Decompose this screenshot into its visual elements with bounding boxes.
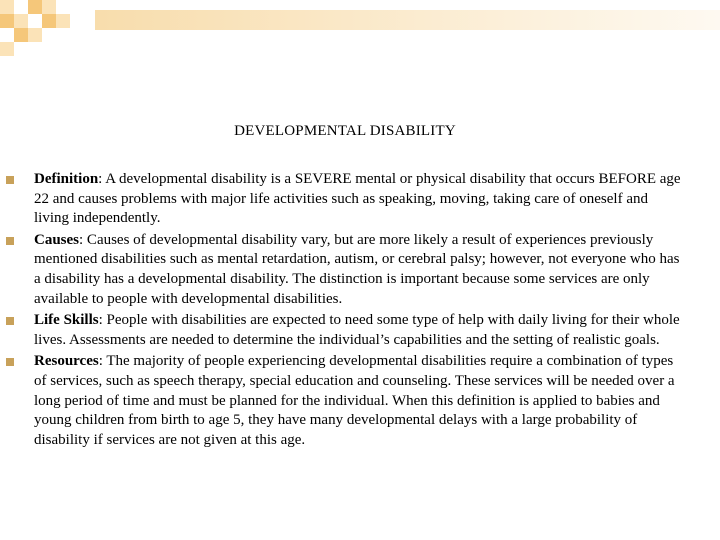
corner-squares-decoration <box>0 0 720 60</box>
bullet-term: Definition <box>34 171 99 187</box>
bullet-term: Resources <box>34 353 99 370</box>
bullet-text: : A developmental disability is a SEVERE mental or physical disability that occurs BEFORE age 22 and causes problems with major life activities such as speaking, moving, taking care of oneself and living independently. <box>34 171 681 227</box>
square-bullet-icon <box>6 176 14 184</box>
bullet-term: Causes <box>34 231 80 248</box>
bullet-text: : People with disabilities are expected to need some type of help with daily living for their whole lives. Assessments are needed to determine the individual’s capabilities and the setting of realistic goals. <box>34 312 680 348</box>
square-bullet-icon <box>6 317 14 325</box>
bullet-text: : Causes of developmental disability vary, but are more likely a result of experiences previously mentioned disabilities such as mental retardation, autism, or cerebral palsy; however, not everyone who has a disability has a developmental disability. The distinction is important because some services are only available to people with developmental disabilities. <box>34 231 680 307</box>
bullet-text: : The majority of people experiencing developmental disabilities require a combination of types of services, such as speech therapy, special education and counseling. These services will be needed over a long period of time and must be planned for the individual. When this definition is applied to babies and young children from birth to age 5, they have many developmental delays with a large probability of disability if services are not given at this age. <box>34 353 675 448</box>
square-bullet-icon <box>6 358 14 366</box>
bullet-resources <box>0 352 720 450</box>
bullet-term: Life Skills <box>34 312 99 329</box>
bullet-life-skills <box>0 311 720 350</box>
bullet-list <box>0 170 720 452</box>
slide-title: DEVELOPMENTAL DISABILITY <box>234 123 456 139</box>
bullet-definition <box>0 170 720 229</box>
square-bullet-icon <box>6 237 14 245</box>
bullet-causes <box>0 231 720 309</box>
